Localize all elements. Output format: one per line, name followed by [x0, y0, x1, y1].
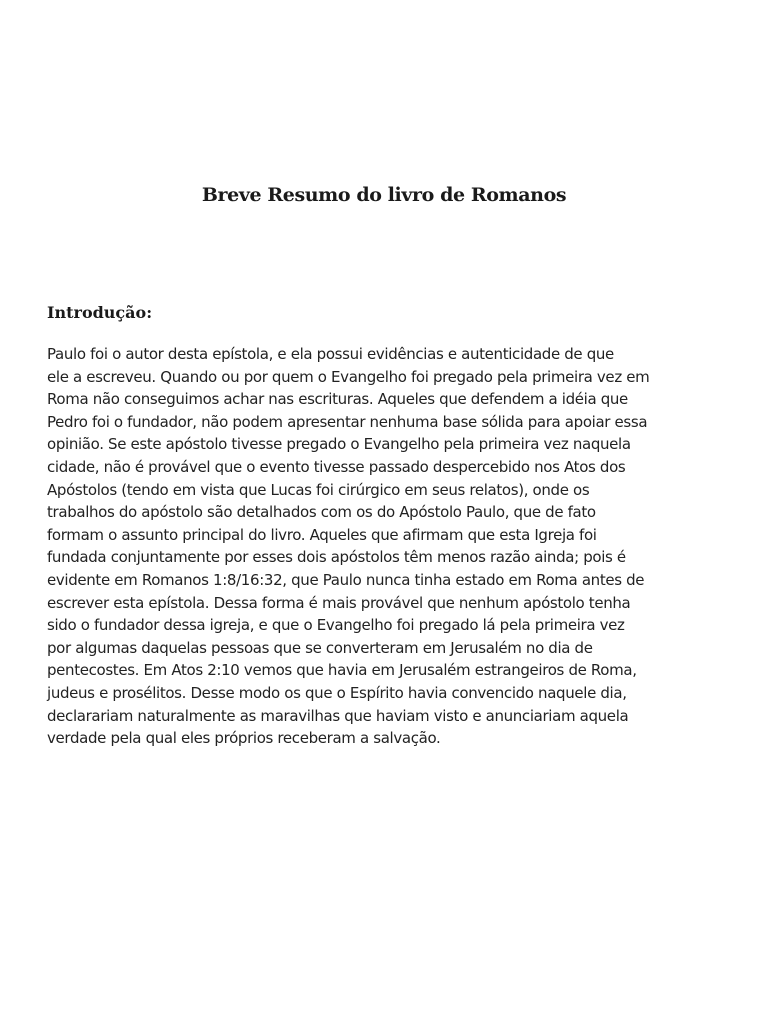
- paragraph-line: judeus e prosélitos. Desse modo os que o Espírito havia convencido naquele dia,: [47, 683, 627, 702]
- paragraph-line: declarariam naturalmente as maravilhas que haviam visto e anunciariam aquela: [47, 706, 629, 725]
- paragraph-line: pentecostes. Em Atos 2:10 vemos que havia em Jerusalém estrangeiros de Roma,: [47, 661, 637, 680]
- paragraph-line: fundada conjuntamente por esses dois apóstolos têm menos razão ainda; pois é: [47, 548, 626, 567]
- section-heading-introducao: Introdução:: [47, 303, 153, 322]
- paragraph-line: Paulo foi o autor desta epístola, e ela possui evidências e autenticidade de que: [47, 345, 614, 363]
- paragraph-line: Roma não conseguimos achar nas escrituras. Aqueles que defendem a idéia que: [47, 390, 628, 409]
- body-paragraph: [47, 343, 727, 750]
- paragraph-line: Apóstolos (tendo em vista que Lucas foi cirúrgico em seus relatos), onde os: [47, 480, 590, 499]
- paragraph-line: Pedro foi o fundador, não podem apresentar nenhuma base sólida para apoiar essa: [47, 412, 648, 431]
- paragraph-line: por algumas daquelas pessoas que se converteram em Jerusalém no dia de: [47, 638, 593, 657]
- paragraph-line: ele a escreveu. Quando ou por quem o Evangelho foi pregado pela primeira vez em: [47, 367, 650, 386]
- paragraph-line: verdade pela qual eles próprios receberam a salvação.: [47, 729, 441, 748]
- paragraph-line: trabalhos do apóstolo são detalhados com os do Apóstolo Paulo, que de fato: [47, 503, 596, 522]
- paragraph-line: opinião. Se este apóstolo tivesse pregado o Evangelho pela primeira vez naquela: [47, 435, 631, 454]
- paragraph-line: escrever esta epístola. Dessa forma é mais provável que nenhum apóstolo tenha: [47, 593, 631, 612]
- paragraph-line: sido o fundador dessa igreja, e que o Evangelho foi pregado lá pela primeira vez: [47, 616, 625, 635]
- paragraph-line: cidade, não é provável que o evento tivesse passado despercebido nos Atos dos: [47, 457, 626, 476]
- document-title: Breve Resumo do livro de Romanos: [201, 184, 567, 206]
- paragraph-line: evidente em Romanos 1:8/16:32, que Paulo nunca tinha estado em Roma antes de: [47, 570, 645, 589]
- paragraph-line: formam o assunto principal do livro. Aqueles que afirmam que esta Igreja foi: [47, 525, 597, 544]
